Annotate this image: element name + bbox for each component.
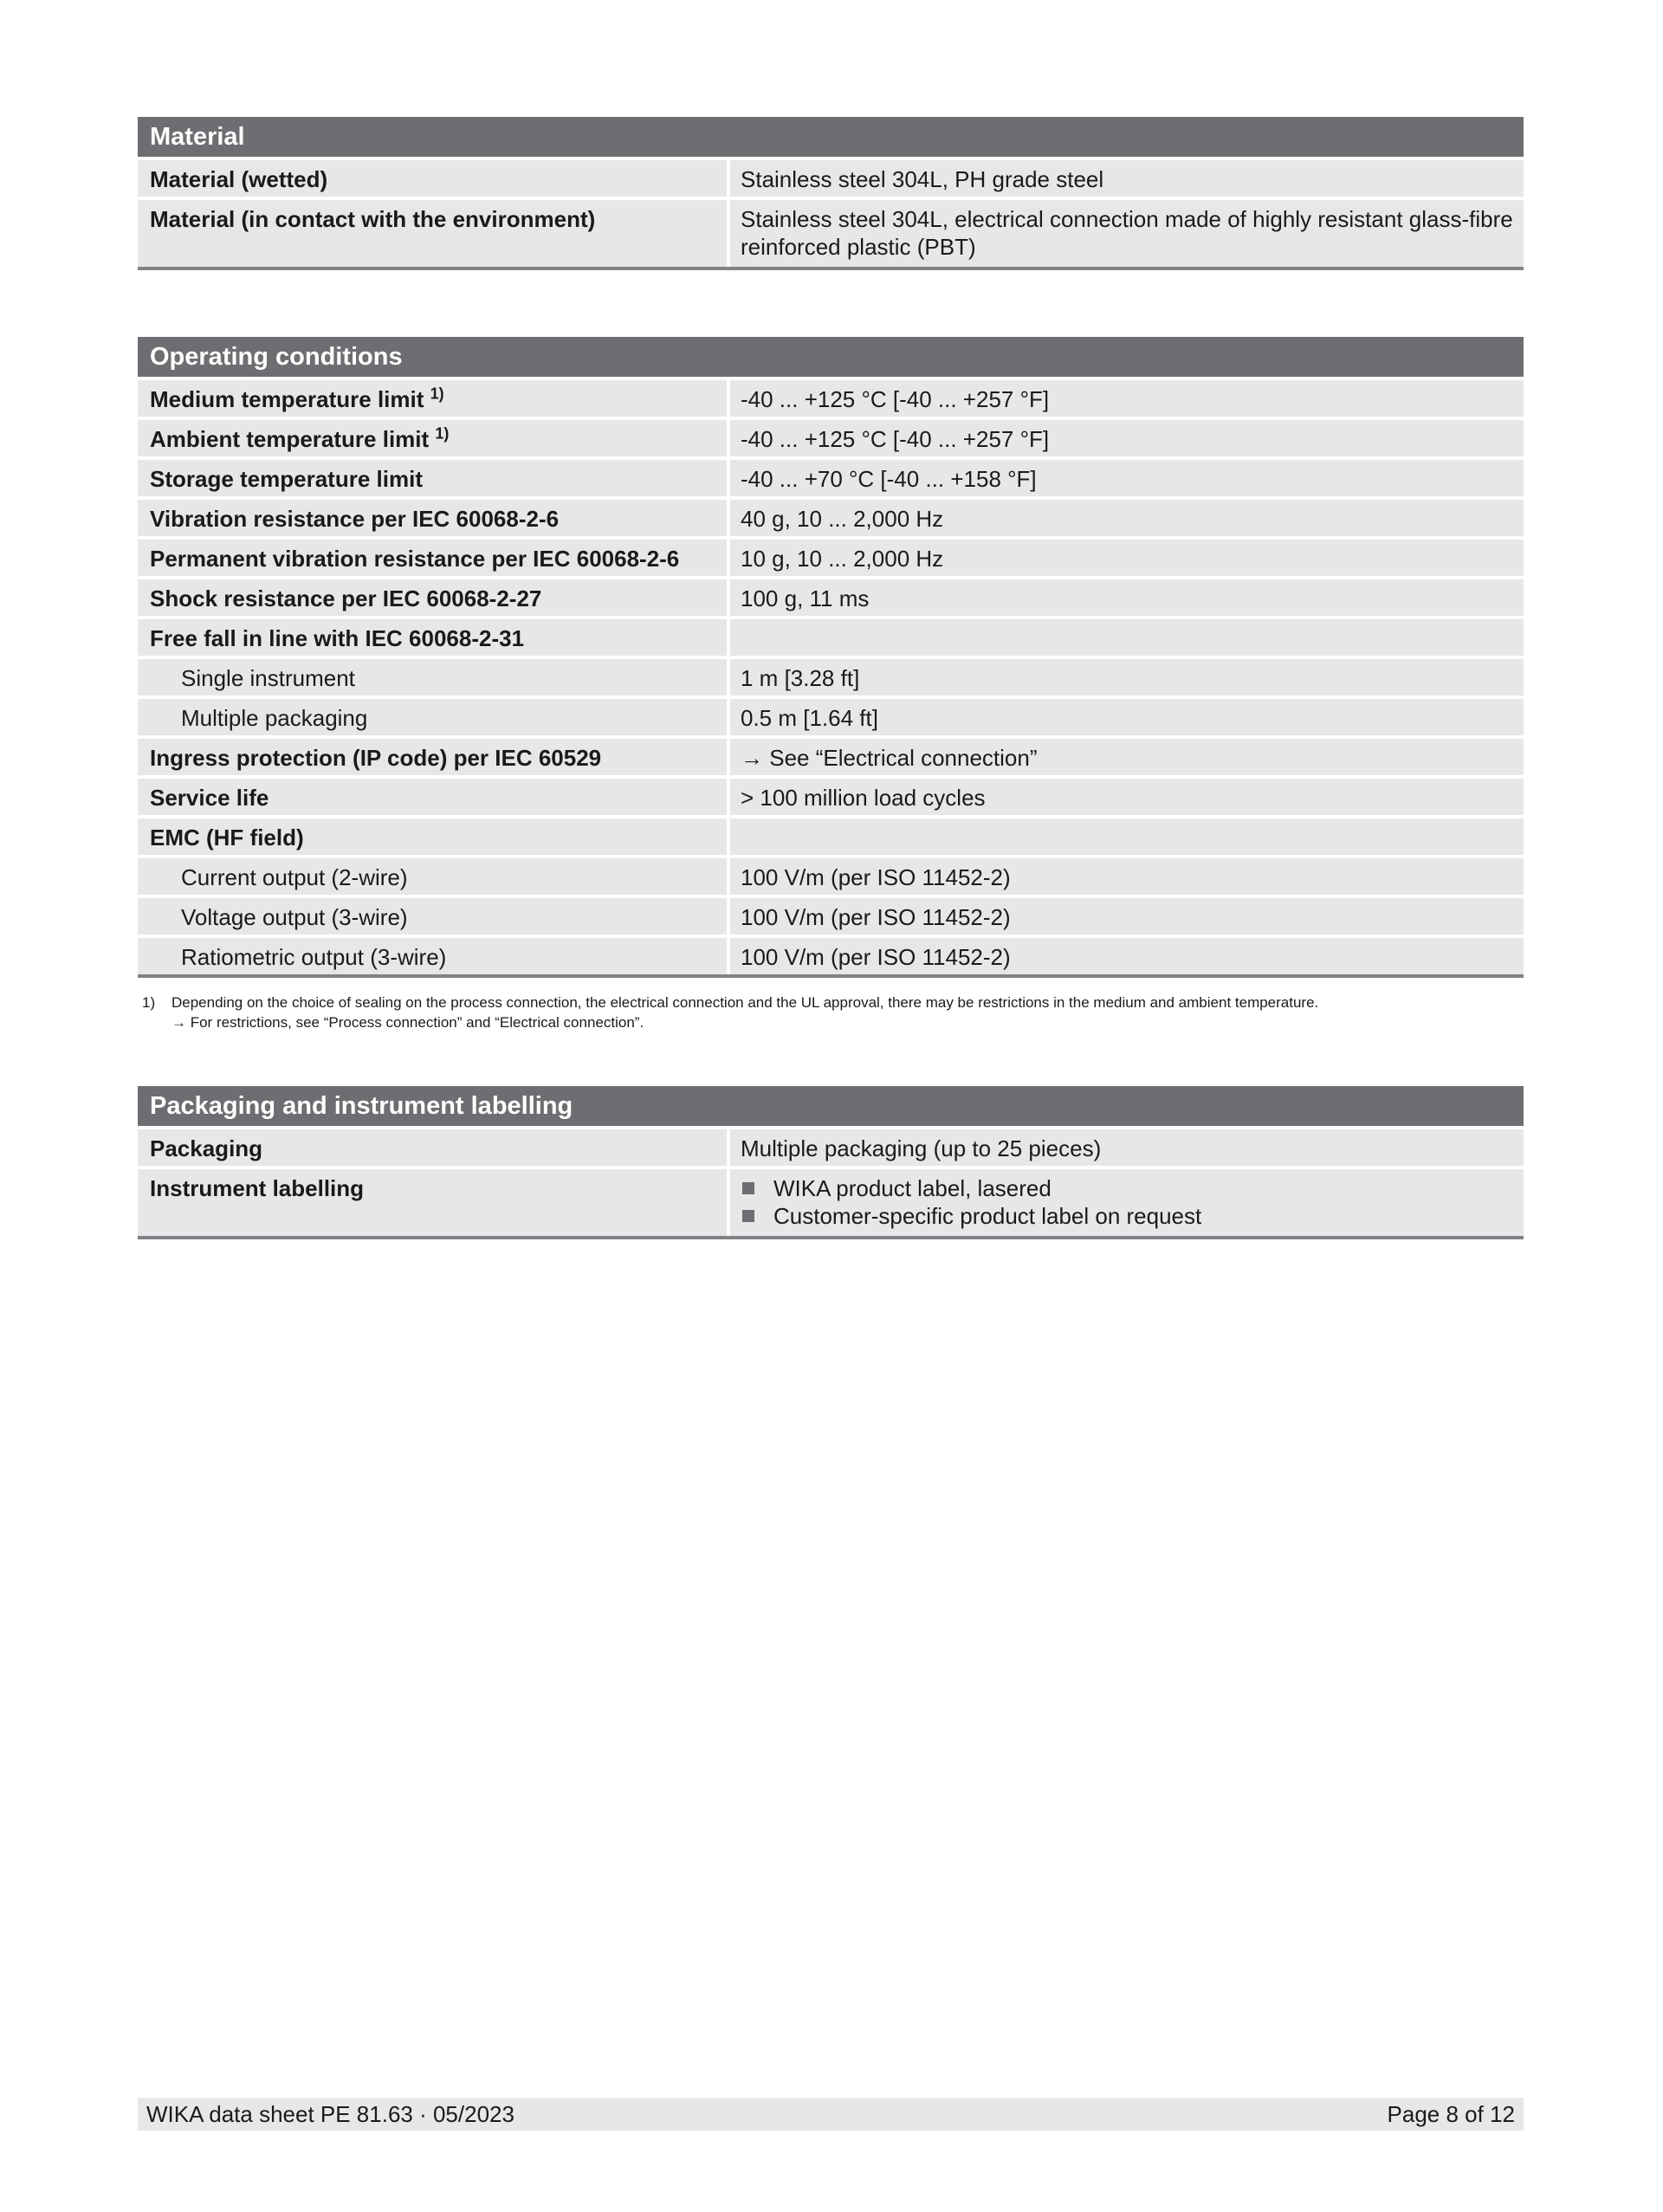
row-label: Ambient temperature limit $^{1)}$ bbox=[138, 420, 727, 456]
row-label: Current output (2-wire) bbox=[138, 858, 727, 895]
table-row bbox=[138, 938, 1524, 974]
row-label: Packaging bbox=[138, 1129, 727, 1166]
row-label: Ingress protection (IP code) per IEC 60529 bbox=[138, 739, 727, 775]
row-value: 1 m [3.28 ft] bbox=[730, 659, 1524, 695]
row-value bbox=[730, 619, 1524, 656]
footnote-ref: 1) bbox=[435, 424, 450, 443]
row-label: Multiple packaging bbox=[138, 699, 727, 735]
list-item: WIKA product label, lasered bbox=[741, 1174, 1513, 1202]
packaging-section bbox=[138, 1086, 1524, 1239]
table-row bbox=[138, 739, 1524, 775]
row-value: > 100 million load cycles bbox=[730, 779, 1524, 815]
row-label: Permanent vibration resistance per IEC 60068-2-6 bbox=[138, 540, 727, 576]
table-row bbox=[138, 420, 1524, 456]
row-value: Stainless steel 304L, PH grade steel bbox=[730, 160, 1524, 197]
row-value: Stainless steel 304L, electrical connection made of highly resistant glass-fibre reinforced plastic (PBT) bbox=[730, 200, 1524, 267]
row-value: 100 g, 11 ms bbox=[730, 579, 1524, 616]
footnote-number: 1) bbox=[142, 994, 156, 1011]
table-row bbox=[138, 380, 1524, 417]
row-label: Single instrument bbox=[138, 659, 727, 695]
table-row bbox=[138, 460, 1524, 496]
row-label: Shock resistance per IEC 60068-2-27 bbox=[138, 579, 727, 616]
row-value bbox=[730, 818, 1524, 855]
row-label: Material (wetted) bbox=[138, 160, 727, 197]
operating-header: Operating conditions bbox=[138, 337, 1524, 377]
table-row bbox=[138, 1169, 1524, 1236]
table-row bbox=[138, 540, 1524, 576]
table-row bbox=[138, 619, 1524, 656]
operating-footnote bbox=[142, 993, 1318, 1032]
row-value: 40 g, 10 ... 2,000 Hz bbox=[730, 500, 1524, 536]
material-header: Material bbox=[138, 117, 1524, 157]
row-value: 100 V/m (per ISO 11452-2) bbox=[730, 938, 1524, 974]
row-label: Instrument labelling bbox=[138, 1169, 727, 1236]
list-item: Customer-specific product label on request bbox=[741, 1202, 1513, 1230]
table-row bbox=[138, 579, 1524, 616]
packaging-header: Packaging and instrument labelling bbox=[138, 1086, 1524, 1126]
row-label: Medium temperature limit $^{1)}$ bbox=[138, 380, 727, 417]
table-row bbox=[138, 779, 1524, 815]
row-label: Material (in contact with the environment) bbox=[138, 200, 727, 267]
row-value: -40 ... +125 °C [-40 ... +257 °F] bbox=[730, 380, 1524, 417]
material-table bbox=[138, 160, 1524, 270]
table-row bbox=[138, 500, 1524, 536]
footnote-text: → For restrictions, see “Process connection” and “Electrical connection”. bbox=[171, 1014, 644, 1031]
row-label: Free fall in line with IEC 60068-2-31 bbox=[138, 619, 727, 656]
square-bullet-icon bbox=[742, 1210, 754, 1222]
footnote-text: Depending on the choice of sealing on the process connection, the electrical connection and the UL approval, there may be restrictions in the medium and ambient temperature. bbox=[171, 994, 1319, 1011]
row-value: -40 ... +70 °C [-40 ... +158 °F] bbox=[730, 460, 1524, 496]
row-label: Voltage output (3-wire) bbox=[138, 898, 727, 935]
row-value: 100 V/m (per ISO 11452-2) bbox=[730, 858, 1524, 895]
table-row bbox=[138, 1129, 1524, 1166]
packaging-table bbox=[138, 1129, 1524, 1239]
table-row bbox=[138, 200, 1524, 267]
table-row bbox=[138, 898, 1524, 935]
row-label: EMC (HF field) bbox=[138, 818, 727, 855]
row-label: Service life bbox=[138, 779, 727, 815]
row-value: Multiple packaging (up to 25 pieces) bbox=[730, 1129, 1524, 1166]
table-row bbox=[138, 160, 1524, 197]
footer-page-number: Page 8 of 12 bbox=[1387, 2101, 1515, 2127]
operating-table bbox=[138, 380, 1524, 978]
table-row bbox=[138, 858, 1524, 895]
operating-section bbox=[138, 337, 1524, 978]
footer-doc-info: WIKA data sheet PE 81.63 · 05/2023 bbox=[146, 2101, 514, 2127]
row-value: → See “Electrical connection” bbox=[730, 739, 1524, 775]
square-bullet-icon bbox=[742, 1182, 754, 1194]
table-row bbox=[138, 659, 1524, 695]
row-value: 0.5 m [1.64 ft] bbox=[730, 699, 1524, 735]
page-footer bbox=[138, 2098, 1524, 2131]
material-section bbox=[138, 117, 1524, 270]
row-label: Storage temperature limit bbox=[138, 460, 727, 496]
row-label: Vibration resistance per IEC 60068-2-6 bbox=[138, 500, 727, 536]
row-value: 100 V/m (per ISO 11452-2) bbox=[730, 898, 1524, 935]
table-row bbox=[138, 699, 1524, 735]
table-row bbox=[138, 818, 1524, 855]
row-label: Ratiometric output (3-wire) bbox=[138, 938, 727, 974]
footnote-ref: 1) bbox=[430, 385, 444, 403]
row-value: -40 ... +125 °C [-40 ... +257 °F] bbox=[730, 420, 1524, 456]
row-value bbox=[730, 1169, 1524, 1236]
row-value: 10 g, 10 ... 2,000 Hz bbox=[730, 540, 1524, 576]
